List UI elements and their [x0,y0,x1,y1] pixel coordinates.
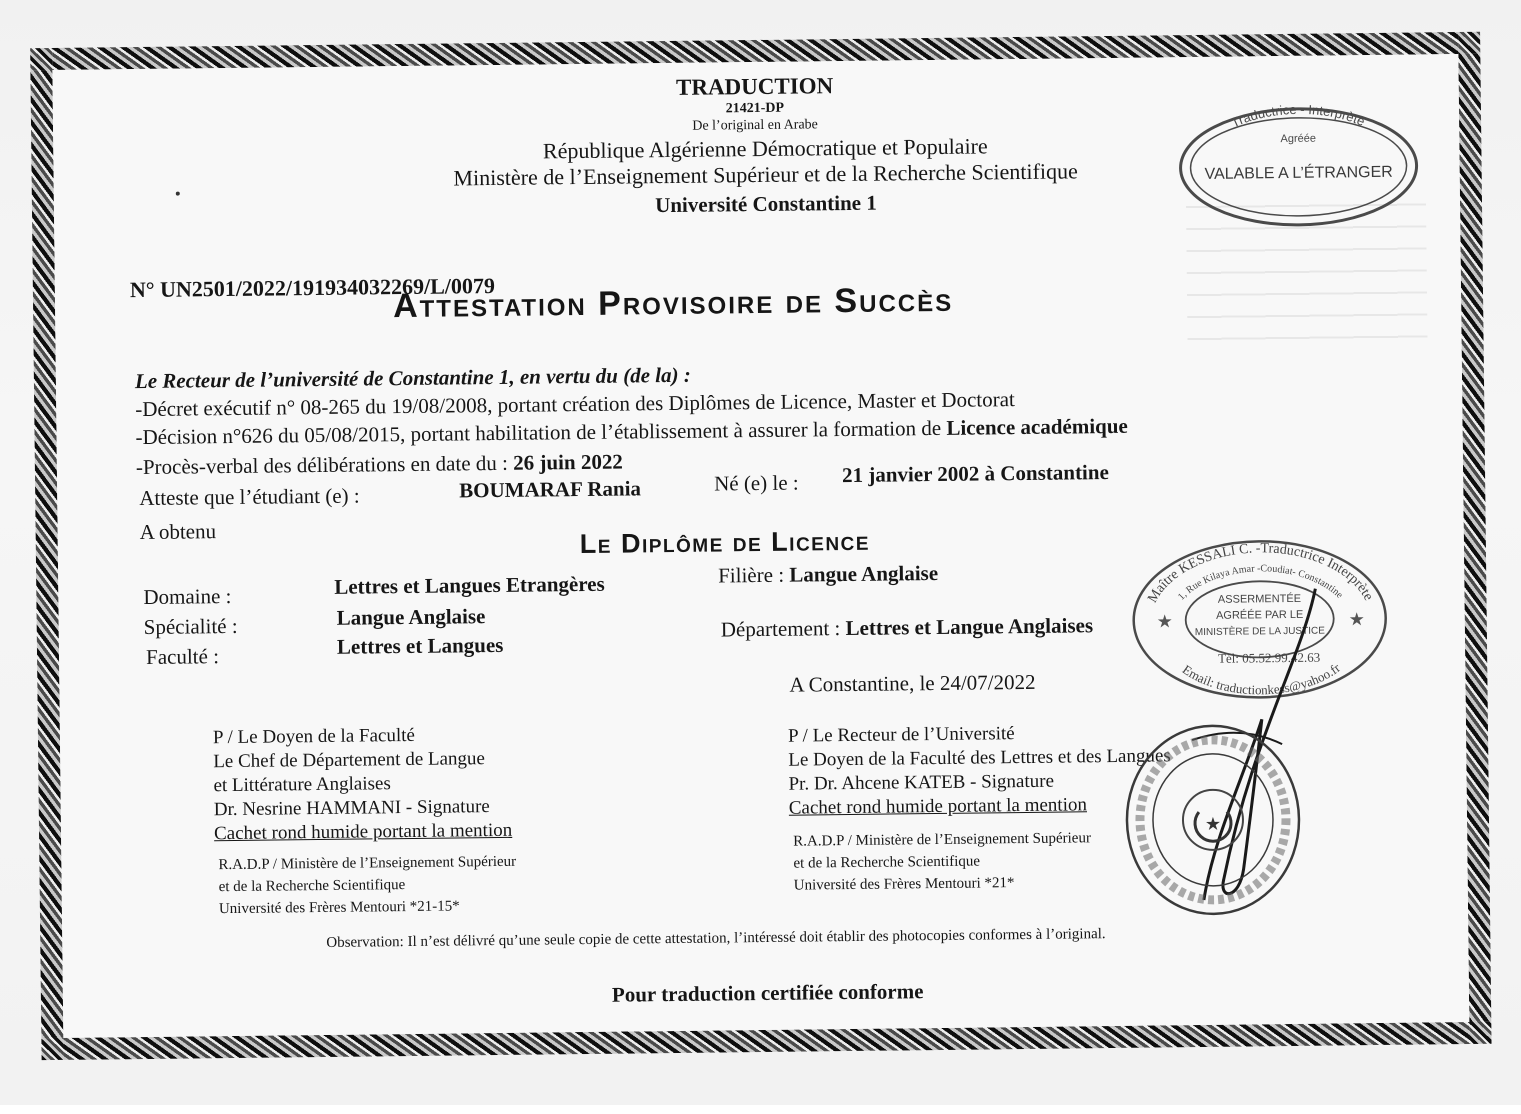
left-signature-line: Le Chef de Département de Langue [213,748,486,773]
right-stamp-text: R.A.D.P / Ministère de l’Enseignement Supérieur [793,830,1092,850]
star-icon: ★ [1348,609,1365,631]
birth-value: 21 janvier 2002 à Constantine [841,460,1109,488]
ministry-name: Ministère de l’Enseignement Supérieur et de la Recherche Scientifique [453,158,1078,191]
university-seal [1120,719,1307,921]
place-date: A Constantine, le 24/07/2022 [789,669,1036,697]
right-stamp-text: Université des Frères Mentouri *21* [793,875,1015,894]
translation-reference: 21421-DP [725,100,785,117]
ink-dot [176,192,180,196]
obtained-label: A obtenu [139,519,217,545]
specialty-label: Spécialité : [143,613,238,639]
star-icon: ★ [1156,611,1173,633]
student-name: BOUMARAF Rania [459,476,642,503]
stamp-middle-text: Agréée [1280,132,1317,146]
left-signature-line: et Littérature Anglaises [213,773,391,797]
deliberation-label: -Procès-verbal des délibérations en date du : [135,450,509,480]
right-signature-line: P / Le Recteur de l’Université [787,723,1015,747]
left-stamp-mention: Cachet rond humide portant la mention [213,819,513,845]
right-signature-line: Pr. Dr. Ahcene KATEB - Signature [788,770,1055,795]
left-signature-line: Dr. Nesrine HAMMANI - Signature [213,796,490,821]
stamp-ring-text: Maître KESSALI C. -Traductrice Interprète [1145,541,1376,606]
seal-star-icon: ★ [1204,813,1222,835]
right-stamp-mention: Cachet rond humide portant la mention [788,794,1088,819]
stamp-center-line: MINISTÈRE DE LA JUSTICE [1194,625,1325,639]
faculty-label: Faculté : [145,644,220,669]
diploma-title: Le Diplôme de Licence [579,525,871,560]
svg-text:Traductrice - Interprète [1229,101,1368,130]
intro-line: Le Recteur de l’université de Constantine 1, en vertu du (de la) : [134,362,691,394]
decision-degree: Licence académique [946,413,1128,440]
department-label: Département : [720,616,841,642]
stamp-center-line: AGRÉÉE PAR LE [1215,608,1304,622]
translation-title: TRADUCTION [675,73,834,100]
left-signature-line: P / Le Doyen de la Faculté [212,724,415,749]
stamp-phone-text: Tél: 05.52.99.42.63 [1217,649,1321,666]
left-stamp-text: et de la Recherche Scientifique [218,877,406,896]
document-number: N° UN2501/2022/191934032269/L/0079 [129,272,496,303]
right-signature-line: Le Doyen de la Faculté des Lettres et des Langues [788,745,1171,771]
department-line [721,613,1094,642]
department-value: Lettres et Langue Anglaises [845,613,1094,641]
document-title: Attestation Provisoire de Succès [392,280,954,326]
filiere-line [718,561,938,588]
birth-label: Né (e) le : [713,470,799,496]
right-stamp-text: et de la Recherche Scientifique [793,853,981,872]
stamp-center-line: ASSERMENTÉE [1217,592,1302,606]
filiere-label: Filière : [718,562,785,588]
left-stamp-text: Université des Frères Mentouri *21-15* [218,898,460,918]
left-stamp-text: R.A.D.P / Ministère de l’Enseignement Supérieur [218,853,517,874]
domain-value: Lettres et Langues Etrangères [334,571,605,599]
decision-text: -Décision n°626 du 05/08/2015, portant habilitation de l’établissement à assurer la formation de [135,415,942,450]
decree-line: -Décret exécutif n° 08-265 du 19/08/2008, portant création des Diplômes de Licence, Master et Doctorat [135,387,1015,422]
stamp-address-text: 1, Rue Kilaya Amar -Coudiat- Constantine [1176,563,1345,603]
stamp-top-text: Traductrice - Interprète [1228,101,1368,131]
university-name: Université Constantine 1 [654,190,877,218]
specialty-value: Langue Anglaise [336,604,486,630]
deliberation-date: 26 juin 2022 [513,449,623,475]
certified-statement: Pour traduction certifiée conforme [611,979,924,1007]
translation-origin: De l’original en Arabe [692,117,818,134]
valid-abroad-stamp [1173,100,1424,233]
observation-note: Observation: Il n’est délivré qu’une seule copie de cette attestation, l’intéressé doit établir des photocopies conformes à l’original. [326,926,1106,951]
stamp-main-text: VALABLE A L’ÉTRANGER [1204,163,1393,183]
stamp-email-text: Email: traductionkess@yahoo.fr [1179,660,1343,698]
attest-label: Atteste que l’étudiant (e) : [139,483,360,511]
filiere-value: Langue Anglaise [789,560,939,587]
domain-label: Domaine : [143,583,232,609]
faculty-value: Lettres et Langues [336,632,504,659]
republic-name: République Algérienne Démocratique et Populaire [542,133,988,164]
